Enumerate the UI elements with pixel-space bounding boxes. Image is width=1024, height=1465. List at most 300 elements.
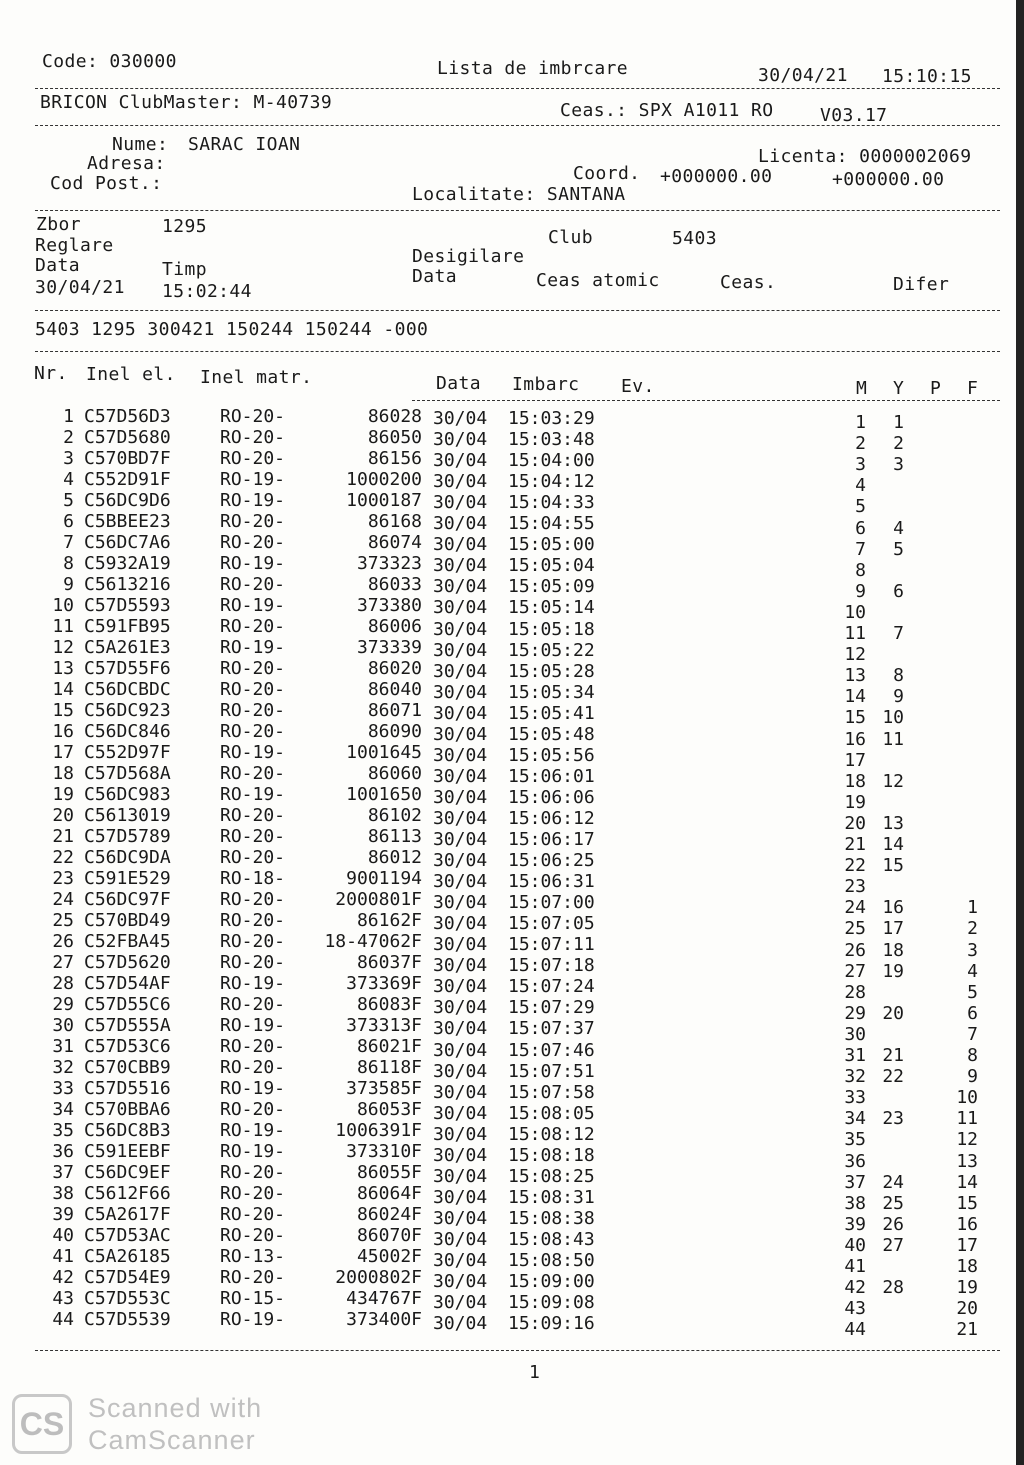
electronic-ring: C57D5539 [84, 1309, 171, 1330]
rank-y: 21 [882, 1045, 904, 1066]
col-m-header: M [856, 378, 868, 399]
arrival-date: 30/04 [433, 682, 488, 703]
rank-m: 15 [844, 707, 866, 728]
rank-y: 18 [882, 940, 904, 961]
rank-f: 9 [967, 1066, 978, 1087]
arrival-date: 30/04 [433, 1145, 488, 1166]
rank-y: 16 [882, 897, 904, 918]
row-number: 38 [52, 1183, 74, 1204]
table-row [0, 931, 1024, 961]
row-number: 39 [52, 1204, 74, 1225]
rank-m: 24 [844, 897, 866, 918]
ring-prefix: RO-20- [220, 427, 286, 448]
arrival-date: 30/04 [433, 955, 488, 976]
row-number: 15 [52, 700, 74, 721]
table-row [0, 994, 1024, 1024]
arrival-date: 30/04 [433, 1082, 488, 1103]
electronic-ring: C570BD49 [84, 910, 171, 931]
arrival-time: 15:09:16 [508, 1313, 595, 1334]
row-number: 20 [52, 805, 74, 826]
rank-f: 20 [956, 1298, 978, 1319]
ring-number: 86021F [356, 1036, 422, 1057]
row-number: 2 [63, 427, 74, 448]
ring-prefix: RO-20- [220, 910, 286, 931]
locality-label: Localitate: SANTANA [412, 184, 626, 205]
ring-number: 86168 [367, 511, 422, 532]
arrival-time: 15:04:00 [508, 450, 595, 471]
rank-m: 20 [844, 813, 866, 834]
rank-m: 32 [844, 1066, 866, 1087]
ring-number: 2000801F [335, 889, 422, 910]
electronic-ring: C57D54AF [84, 973, 171, 994]
ring-prefix: RO-20- [220, 805, 286, 826]
arrival-date: 30/04 [433, 1250, 488, 1271]
rank-m: 28 [844, 982, 866, 1003]
rank-m: 13 [844, 665, 866, 686]
rank-y: 24 [882, 1172, 904, 1193]
arrival-date: 30/04 [433, 429, 488, 450]
ring-prefix: RO-15- [220, 1288, 286, 1309]
row-number: 8 [63, 553, 74, 574]
ring-number: 86118F [356, 1057, 422, 1078]
ring-number: 86113 [367, 826, 422, 847]
electronic-ring: C570BBA6 [84, 1099, 171, 1120]
electronic-ring: C56DC983 [84, 784, 171, 805]
ring-number: 86028 [367, 406, 422, 427]
row-number: 4 [63, 469, 74, 490]
rank-m: 37 [844, 1172, 866, 1193]
electronic-ring: C57D568A [84, 763, 171, 784]
arrival-time: 15:07:18 [508, 955, 595, 976]
table-row [0, 1225, 1024, 1256]
row-number: 42 [52, 1267, 74, 1288]
table-row [0, 595, 1024, 623]
arrival-time: 15:08:05 [508, 1103, 595, 1124]
watermark-line-2: CamScanner [88, 1425, 256, 1455]
table-row [0, 1036, 1024, 1066]
arrival-date: 30/04 [433, 450, 488, 471]
arrival-date: 30/04 [433, 1187, 488, 1208]
electronic-ring: C5A261E3 [84, 637, 171, 658]
rank-y: 26 [882, 1214, 904, 1235]
divider [35, 125, 1000, 126]
ring-number: 1000187 [346, 490, 422, 511]
rank-m: 4 [855, 475, 866, 496]
ring-prefix: RO-20- [220, 532, 286, 553]
ring-prefix: RO-19- [220, 553, 286, 574]
rank-m: 23 [844, 876, 866, 897]
arrival-time: 15:07:37 [508, 1018, 595, 1039]
electronic-ring: C57D56D3 [84, 406, 171, 427]
arrival-date: 30/04 [433, 576, 488, 597]
arrival-time: 15:07:46 [508, 1040, 595, 1061]
row-number: 26 [52, 931, 74, 952]
rank-m: 36 [844, 1151, 866, 1172]
ring-prefix: RO-20- [220, 616, 286, 637]
ring-number: 86012 [367, 847, 422, 868]
row-number: 5 [63, 490, 74, 511]
ring-number: 45002F [356, 1246, 422, 1267]
arrival-date: 30/04 [433, 1166, 488, 1187]
rank-f: 5 [967, 982, 978, 1003]
ring-prefix: RO-20- [220, 994, 286, 1015]
rank-f: 10 [956, 1087, 978, 1108]
ring-prefix: RO-19- [220, 1015, 286, 1036]
ring-number: 18-47062F [324, 931, 422, 952]
name-label: Nume: [112, 134, 169, 155]
ring-number: 86055F [356, 1162, 422, 1183]
table-row [0, 1141, 1024, 1172]
electronic-ring: C57D5680 [84, 427, 171, 448]
electronic-ring: C57D53C6 [84, 1036, 171, 1057]
rank-m: 29 [844, 1003, 866, 1024]
summary-line: 5403 1295 300421 150244 150244 -000 [35, 319, 429, 340]
ring-number: 373323 [356, 553, 422, 574]
electronic-ring: C57D553C [84, 1288, 171, 1309]
unseal-date-label: Data [412, 266, 457, 287]
arrival-time: 15:04:55 [508, 513, 595, 534]
rank-f: 3 [967, 940, 978, 961]
electronic-ring: C56DCBDC [84, 679, 171, 700]
flight-label: Zbor [36, 214, 81, 235]
arrival-time: 15:07:24 [508, 976, 595, 997]
arrival-date: 30/04 [433, 1018, 488, 1039]
table-row [0, 826, 1024, 855]
rank-y: 13 [882, 813, 904, 834]
arrival-date: 30/04 [433, 892, 488, 913]
arrival-date: 30/04 [433, 766, 488, 787]
arrival-time: 15:08:12 [508, 1124, 595, 1145]
ring-prefix: RO-19- [220, 490, 286, 511]
ring-prefix: RO-20- [220, 763, 286, 784]
arrival-date: 30/04 [433, 703, 488, 724]
rank-y: 5 [893, 539, 904, 560]
ring-number: 86040 [367, 679, 422, 700]
ring-number: 86020 [367, 658, 422, 679]
rank-m: 43 [844, 1298, 866, 1319]
row-number: 35 [52, 1120, 74, 1141]
ring-number: 373313F [346, 1015, 422, 1036]
setting-time: 15:02:44 [162, 281, 252, 302]
ring-prefix: RO-20- [220, 1225, 286, 1246]
ring-prefix: RO-20- [220, 700, 286, 721]
rank-y: 23 [882, 1108, 904, 1129]
arrival-date: 30/04 [433, 1124, 488, 1145]
rank-m: 39 [844, 1214, 866, 1235]
col-f-header: F [967, 378, 979, 399]
ring-number: 86006 [367, 616, 422, 637]
ring-prefix: RO-19- [220, 637, 286, 658]
col-nr-header: Nr. [34, 363, 68, 384]
ring-number: 86074 [367, 532, 422, 553]
ring-number: 86156 [367, 448, 422, 469]
ring-prefix: RO-20- [220, 1057, 286, 1078]
ring-number: 86064F [356, 1183, 422, 1204]
row-number: 28 [52, 973, 74, 994]
owner-name: SARAC IOAN [188, 134, 301, 155]
code-label: Code: 030000 [42, 51, 177, 72]
row-number: 34 [52, 1099, 74, 1120]
electronic-ring: C57D5516 [84, 1078, 171, 1099]
col-p-header: P [930, 378, 942, 399]
ring-prefix: RO-20- [220, 448, 286, 469]
rank-m: 34 [844, 1108, 866, 1129]
rank-y: 14 [882, 834, 904, 855]
arrival-time: 15:05:56 [508, 745, 595, 766]
arrival-time: 15:09:08 [508, 1292, 595, 1313]
rank-y: 6 [893, 581, 904, 602]
col-y-header: Y [893, 378, 905, 399]
ring-number: 86071 [367, 700, 422, 721]
electronic-ring: C5932A19 [84, 553, 171, 574]
arrival-time: 15:07:58 [508, 1082, 595, 1103]
rank-f: 19 [956, 1277, 978, 1298]
rank-m: 8 [855, 560, 866, 581]
arrival-date: 30/04 [433, 787, 488, 808]
rank-f: 4 [967, 961, 978, 982]
row-number: 40 [52, 1225, 74, 1246]
electronic-ring: C552D97F [84, 742, 171, 763]
rank-m: 16 [844, 729, 866, 750]
arrival-time: 15:04:33 [508, 492, 595, 513]
rank-m: 33 [844, 1087, 866, 1108]
arrival-date: 30/04 [433, 997, 488, 1018]
ring-number: 1001645 [346, 742, 422, 763]
arrival-time: 15:06:01 [508, 766, 595, 787]
ring-prefix: RO-19- [220, 742, 286, 763]
row-number: 9 [63, 574, 74, 595]
rank-m: 7 [855, 539, 866, 560]
page-number: 1 [529, 1362, 541, 1383]
ring-number: 86037F [356, 952, 422, 973]
electronic-ring: C56DC7A6 [84, 532, 171, 553]
rank-m: 35 [844, 1129, 866, 1150]
table-row [0, 721, 1024, 750]
electronic-ring: C570CBB9 [84, 1057, 171, 1078]
ring-number: 1006391F [335, 1120, 422, 1141]
row-number: 27 [52, 952, 74, 973]
divider [35, 1350, 1000, 1351]
arrival-time: 15:06:31 [508, 871, 595, 892]
rank-m: 26 [844, 940, 866, 961]
ring-prefix: RO-20- [220, 1183, 286, 1204]
arrival-date: 30/04 [433, 1271, 488, 1292]
rank-y: 4 [893, 518, 904, 539]
table-row [0, 973, 1024, 1003]
ring-number: 86060 [367, 763, 422, 784]
rank-f: 2 [967, 918, 978, 939]
ring-prefix: RO-20- [220, 952, 286, 973]
ring-number: 373380 [356, 595, 422, 616]
arrival-time: 15:07:05 [508, 913, 595, 934]
arrival-time: 15:09:00 [508, 1271, 595, 1292]
col-event-header: Ev. [621, 376, 655, 397]
arrival-date: 30/04 [433, 597, 488, 618]
ring-number: 1001650 [346, 784, 422, 805]
electronic-ring: C5613019 [84, 805, 171, 826]
table-row [0, 1204, 1024, 1235]
ring-prefix: RO-20- [220, 847, 286, 868]
ring-prefix: RO-19- [220, 973, 286, 994]
electronic-ring: C56DC9D6 [84, 490, 171, 511]
rank-y: 1 [893, 412, 904, 433]
arrival-time: 15:07:00 [508, 892, 595, 913]
arrival-time: 15:06:25 [508, 850, 595, 871]
ring-prefix: RO-20- [220, 574, 286, 595]
system-label: BRICON ClubMaster: M-40739 [40, 92, 333, 113]
arrival-time: 15:06:12 [508, 808, 595, 829]
ring-prefix: RO-20- [220, 406, 286, 427]
table-row [0, 490, 1024, 517]
ring-prefix: RO-20- [220, 1099, 286, 1120]
arrival-date: 30/04 [433, 534, 488, 555]
camscanner-watermark [12, 1392, 262, 1456]
table-row [0, 1267, 1024, 1298]
arrival-date: 30/04 [433, 1229, 488, 1250]
table-row [0, 1162, 1024, 1193]
ring-prefix: RO-19- [220, 784, 286, 805]
ring-number: 86033 [367, 574, 422, 595]
row-number: 36 [52, 1141, 74, 1162]
ring-number: 2000802F [335, 1267, 422, 1288]
arrival-time: 15:07:51 [508, 1061, 595, 1082]
rank-f: 21 [956, 1319, 978, 1340]
difference-label: Difer [893, 274, 950, 295]
arrival-time: 15:05:34 [508, 682, 595, 703]
table-row [0, 1015, 1024, 1045]
ring-number: 373339 [356, 637, 422, 658]
arrival-date: 30/04 [433, 745, 488, 766]
ring-prefix: RO-19- [220, 1141, 286, 1162]
arrival-time: 15:03:29 [508, 408, 595, 429]
divider [35, 210, 1000, 211]
rank-m: 30 [844, 1024, 866, 1045]
address-label: Adresa: [87, 153, 166, 174]
table-row [0, 1288, 1024, 1319]
flight-number: 1295 [162, 216, 207, 237]
electronic-ring: C56DC846 [84, 721, 171, 742]
version-label: V03.17 [820, 105, 888, 126]
table-row [0, 1078, 1024, 1108]
electronic-ring: C52FBA45 [84, 931, 171, 952]
arrival-time: 15:05:14 [508, 597, 595, 618]
row-number: 44 [52, 1309, 74, 1330]
rank-f: 12 [956, 1129, 978, 1150]
arrival-time: 15:08:31 [508, 1187, 595, 1208]
unseal-label: Desigilare [412, 246, 525, 267]
table-row [0, 784, 1024, 813]
rank-m: 25 [844, 918, 866, 939]
table-row [0, 700, 1024, 728]
clock-label: Ceas.: SPX A1011 RO [560, 100, 774, 121]
rank-f: 17 [956, 1235, 978, 1256]
col-arrival-header: Imbarc [512, 374, 580, 395]
rank-y: 19 [882, 961, 904, 982]
electronic-ring: C591EEBF [84, 1141, 171, 1162]
electronic-ring: C5A2617F [84, 1204, 171, 1225]
print-date: 30/04/21 [758, 65, 848, 86]
rank-m: 3 [855, 454, 866, 475]
arrival-date: 30/04 [433, 640, 488, 661]
table-row [0, 1309, 1024, 1340]
arrival-time: 15:08:43 [508, 1229, 595, 1250]
row-number: 33 [52, 1078, 74, 1099]
arrival-date: 30/04 [433, 724, 488, 745]
table-row [0, 1057, 1024, 1087]
row-number: 12 [52, 637, 74, 658]
camscanner-text [88, 1392, 262, 1456]
arrival-date: 30/04 [433, 808, 488, 829]
arrival-date: 30/04 [433, 934, 488, 955]
row-number: 1 [63, 406, 74, 427]
row-number: 30 [52, 1015, 74, 1036]
ring-number: 373369F [346, 973, 422, 994]
row-number: 24 [52, 889, 74, 910]
table-row [0, 511, 1024, 539]
rank-y: 3 [893, 454, 904, 475]
ring-prefix: RO-20- [220, 721, 286, 742]
row-number: 32 [52, 1057, 74, 1078]
ring-prefix: RO-19- [220, 1078, 286, 1099]
ring-prefix: RO-20- [220, 1204, 286, 1225]
ring-number: 86090 [367, 721, 422, 742]
table-row [0, 763, 1024, 792]
electronic-ring: C57D55F6 [84, 658, 171, 679]
row-number: 29 [52, 994, 74, 1015]
rank-m: 5 [855, 496, 866, 517]
rank-m: 21 [844, 834, 866, 855]
arrival-time: 15:07:29 [508, 997, 595, 1018]
row-number: 6 [63, 511, 74, 532]
table-row [0, 532, 1024, 560]
table-row [0, 574, 1024, 602]
arrival-time: 15:06:17 [508, 829, 595, 850]
electronic-ring: C570BD7F [84, 448, 171, 469]
ring-prefix: RO-19- [220, 469, 286, 490]
rank-y: 9 [893, 686, 904, 707]
row-number: 31 [52, 1036, 74, 1057]
row-number: 10 [52, 595, 74, 616]
row-number: 22 [52, 847, 74, 868]
table-row [0, 637, 1024, 665]
arrival-time: 15:05:41 [508, 703, 595, 724]
ring-number: 86024F [356, 1204, 422, 1225]
ring-number: 9001194 [346, 868, 422, 889]
table-row [0, 469, 1024, 496]
arrival-time: 15:08:18 [508, 1145, 595, 1166]
ring-prefix: RO-20- [220, 1036, 286, 1057]
arrival-date: 30/04 [433, 871, 488, 892]
table-row [0, 427, 1024, 454]
arrival-date: 30/04 [433, 408, 488, 429]
rank-f: 13 [956, 1151, 978, 1172]
rank-y: 12 [882, 771, 904, 792]
arrival-time: 15:04:12 [508, 471, 595, 492]
rank-y: 10 [882, 707, 904, 728]
watermark-line-1: Scanned with [88, 1393, 263, 1423]
electronic-ring: C552D91F [84, 469, 171, 490]
rank-m: 38 [844, 1193, 866, 1214]
ring-prefix: RO-20- [220, 931, 286, 952]
coord-label: Coord. [573, 163, 641, 184]
ring-prefix: RO-18- [220, 868, 286, 889]
rank-f: 18 [956, 1256, 978, 1277]
rank-m: 19 [844, 792, 866, 813]
table-row [0, 1099, 1024, 1129]
rank-f: 11 [956, 1108, 978, 1129]
ring-prefix: RO-20- [220, 1162, 286, 1183]
rank-y: 8 [893, 665, 904, 686]
